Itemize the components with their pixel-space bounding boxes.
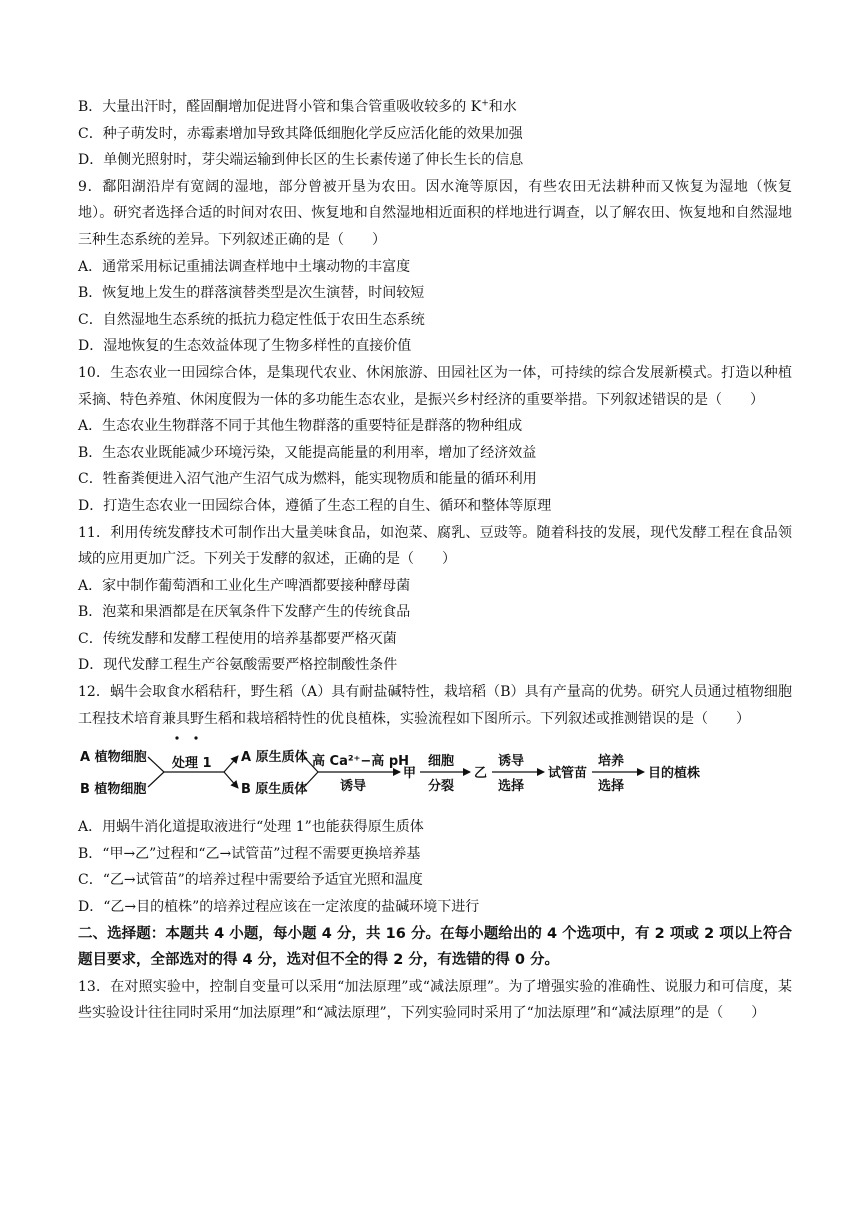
q11-option-b: B．泡菜和果酒都是在厌氧条件下发酵产生的传统食品 bbox=[78, 604, 411, 621]
split-arrow-down bbox=[224, 772, 238, 788]
q12-stem: 12．蜗牛会取食水稻秸秆，野生稻（A）具有耐盐碱特性，栽培稻（B）具有产量高的优势。研究人员通过植物细胞工程技术培育兼具野生稻和栽培稻特性的优良植株，实验流程如下图所示。下列叙述或推测错误的是（ ） bbox=[78, 684, 792, 727]
flow-jia: 甲 bbox=[403, 766, 417, 782]
flow-ind-bot: 选择 bbox=[498, 779, 525, 795]
q11-option-a: A．家中制作葡萄酒和工业化生产啤酒都要接种酵母菌 bbox=[78, 577, 411, 594]
flow-induce: 诱导 bbox=[340, 779, 367, 795]
q10-option-c: C．牲畜粪便进入沼气池产生沼气成为燃料，能实现物质和能量的循环利用 bbox=[78, 471, 537, 488]
q8-option-b-text: B．大量出汗时，醛固酮增加促进肾小管和集合管重吸收较多的 K bbox=[78, 99, 482, 115]
flow-a-proto: A 原生质体 bbox=[241, 750, 308, 766]
q9-stem: 9．鄱阳湖沿岸有宽阔的湿地，部分曾被开垦为农田。因水淹等原因，有些农田无法耕种而又恢复为湿地（恢复地）。研究者选择合适的时间对农田、恢复地和自然湿地相近面积的样地进行调查，以了解农田、恢复地和自然湿地三种生态系统的差异。下列叙述正确的是（ ） bbox=[78, 178, 792, 248]
q9-option-d: D．湿地恢复的生态效益体现了生物多样性的直接价值 bbox=[78, 338, 412, 355]
flow-target: 目的植株 bbox=[648, 766, 701, 782]
section-2-heading: 二、选择题：本题共 4 小题，每小题 4 分，共 16 分。在每小题给出的 4 个选项中，有 2 项或 2 项以上符合题目要求，全部选对的得 4 分，选对但不全的得 2 分，有选错的得 0 分。 bbox=[78, 925, 792, 969]
q12-option-d: D．“乙→目的植株”的培养过程应该在一定浓度的盐碱环境下进行 bbox=[78, 899, 480, 916]
superscript-plus: + bbox=[481, 98, 489, 109]
flow-cell-top: 细胞 bbox=[428, 754, 455, 770]
flow-cond: 高 Ca²⁺−高 pH bbox=[312, 754, 409, 770]
q12-option-a: A．用蜗牛消化道提取液进行“处理 1”也能获得原生质体 bbox=[78, 819, 424, 836]
q8-option-d: D．单侧光照射时，芽尖端运输到伸长区的生长素传递了伸长生长的信息 bbox=[78, 152, 524, 169]
flow-cul-bot: 选择 bbox=[598, 779, 625, 795]
q11-option-c: C．传统发酵和发酵工程使用的培养基都要严格灭菌 bbox=[78, 630, 397, 647]
q9-option-c: C．自然湿地生态系统的抵抗力稳定性低于农田生态系统 bbox=[78, 311, 425, 328]
split-arrow-up bbox=[224, 756, 238, 772]
flow-cul-top: 培养 bbox=[598, 754, 625, 770]
q11-option-d: D．现代发酵工程生产谷氨酸需要严格控制酸性条件 bbox=[78, 657, 398, 674]
q12-option-c: C．“乙→试管苗”的培养过程中需要给予适宜光照和温度 bbox=[78, 872, 423, 889]
q8-option-b-tail: 和水 bbox=[488, 99, 517, 115]
flow-treat: 处理 1 bbox=[172, 756, 212, 772]
q12-flow-diagram bbox=[78, 734, 792, 810]
emphasis-dot bbox=[175, 737, 178, 740]
q12-option-b: B．“甲→乙”过程和“乙→试管苗”过程不需要更换培养基 bbox=[78, 845, 421, 862]
flow-b-cell: B 植物细胞 bbox=[80, 782, 147, 798]
flow-diagram-svg bbox=[78, 734, 792, 810]
flow-a-cell: A 植物细胞 bbox=[80, 750, 147, 766]
q10-option-b: B．生态农业既能减少环境污染，又能提高能量的利用率，增加了经济效益 bbox=[78, 444, 537, 461]
q8-option-c: C．种子萌发时，赤霉素增加导致其降低细胞化学反应活化能的效果加强 bbox=[78, 125, 523, 142]
q11-stem: 11．利用传统发酵技术可制作出大量美味食品，如泡菜、腐乳、豆豉等。随着科技的发展，现代发酵工程在食品领域的应用更加广泛。下列关于发酵的叙述，正确的是（ ） bbox=[78, 524, 792, 568]
q9-option-a: A．通常采用标记重捕法调查样地中土壤动物的丰富度 bbox=[78, 258, 411, 275]
emphasis-dot bbox=[194, 737, 197, 740]
q10-stem: 10．生态农业一田园综合体，是集现代农业、休闲旅游、田园社区为一体，可持续的综合发展新模式。打造以种植采摘、特色养殖、休闲度假为一体的多功能生态农业，是振兴乡村经济的重要举措。下列叙述错误的是（ ） bbox=[78, 364, 792, 408]
q13-stem: 13．在对照实验中，控制自变量可以采用“加法原理”或“减法原理”。为了增强实验的准确性、说服力和可信度，某些实验设计往往同时采用“加法原理”和“减法原理”，下列实验同时采用了“加法原理”和“减法原理”的是（ ） bbox=[78, 978, 792, 1022]
q10-option-d: D．打造生态农业一田园综合体，遵循了生态工程的自生、循环和整体等原理 bbox=[78, 497, 552, 514]
merge-bracket bbox=[148, 757, 164, 787]
flow-yi: 乙 bbox=[474, 766, 488, 782]
flow-b-proto: B 原生质体 bbox=[241, 782, 308, 798]
flow-tube: 试管苗 bbox=[548, 766, 588, 782]
flow-ind-top: 诱导 bbox=[498, 754, 525, 770]
q8-option-b bbox=[78, 94, 792, 121]
flow-cell-bot: 分裂 bbox=[428, 779, 455, 795]
q9-option-b: B．恢复地上发生的群落演替类型是次生演替，时间较短 bbox=[78, 285, 425, 302]
q10-option-a: A．生态农业生物群落不同于其他生物群落的重要特征是群落的物种组成 bbox=[78, 418, 523, 435]
page-content bbox=[78, 94, 792, 1027]
